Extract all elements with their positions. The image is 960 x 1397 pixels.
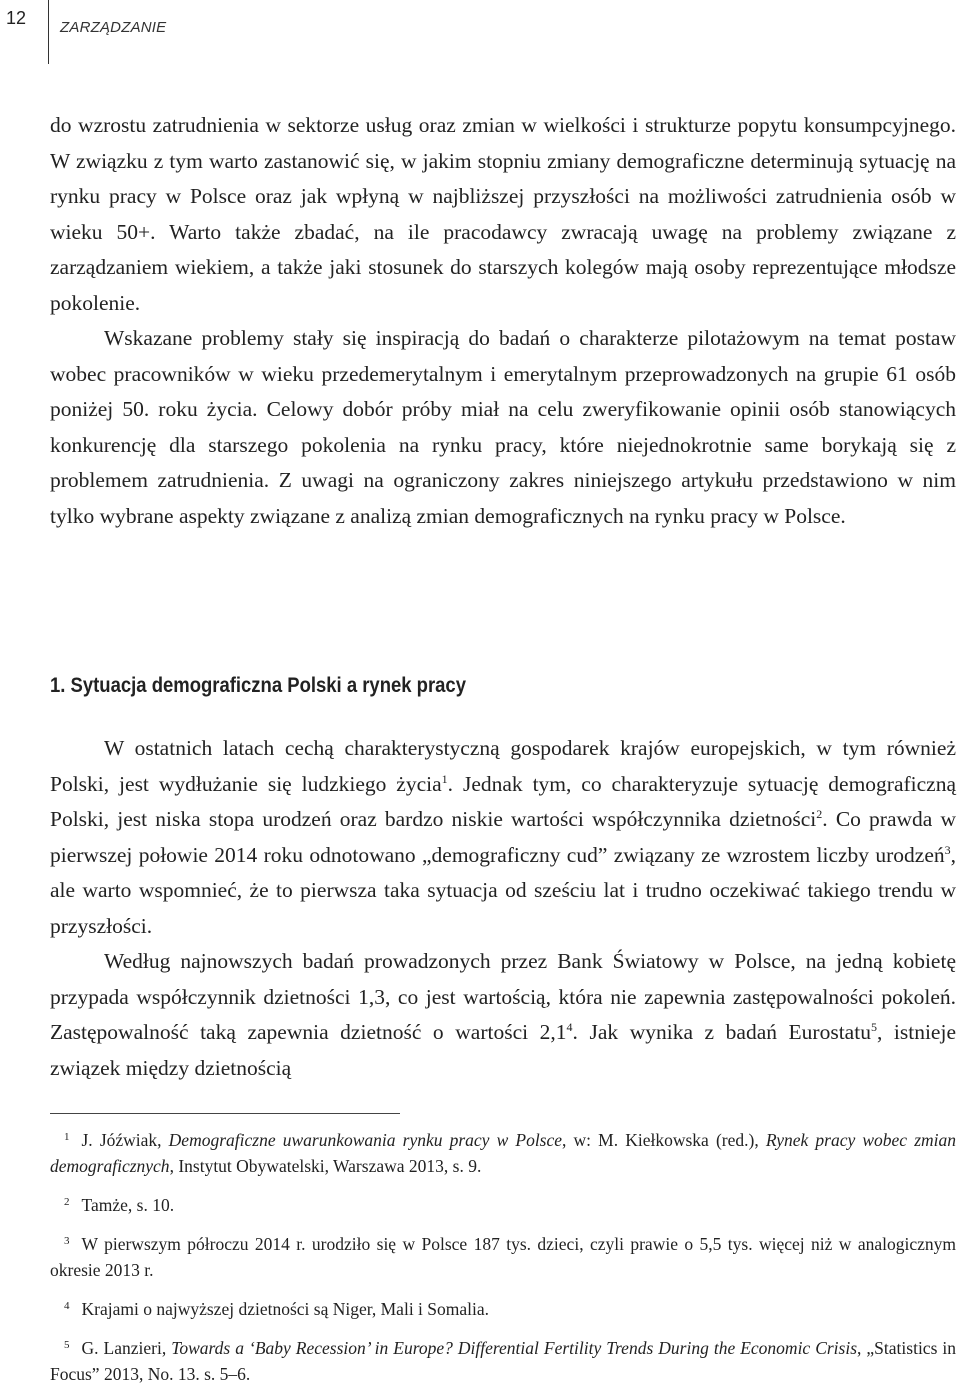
text-run: W ostatnich latach cechą charakterystyczną gospodarek krajów europejskich, w tym również Polski, jest wydłużanie się ludzkiego życia: [50, 736, 956, 796]
footnote-reference: 3: [944, 842, 951, 857]
footnote-text: , w: M. Kiełkowska (red.),: [562, 1130, 766, 1150]
text-run: , ale warto wspomnieć, że to pierwsza taka sytuacja od sześciu lat i trudno oczekiwać takiego trendu w przyszłości.: [50, 842, 956, 938]
footnote-number: 5: [64, 1339, 70, 1351]
footnote-title: Demograficzne uwarunkowania rynku pracy w Polsce: [168, 1130, 563, 1150]
footnote-title: Towards a ‘Baby Recession’ in Europe? Differential Fertility Trends During the Economic Crisis: [171, 1338, 858, 1358]
footnote-1: [50, 1124, 956, 1179]
running-title: ZARZĄDZANIE: [60, 19, 167, 36]
footnote-text: Tamże, s. 10.: [81, 1195, 175, 1215]
footnote-number: 2: [64, 1196, 70, 1208]
section-text-block: [50, 731, 956, 1086]
footnote-text: J. Jóźwiak,: [81, 1130, 169, 1150]
footnote-2: [50, 1189, 956, 1218]
footnote-text: , „Statistics in Focus” 2013, No. 13. s. 5–6.: [50, 1338, 956, 1384]
section-heading: 1. Sytuacja demograficzna Polski a rynek pracy: [50, 674, 466, 697]
paragraph: [50, 731, 956, 944]
footnote-5: [50, 1332, 956, 1387]
paragraph: [50, 944, 956, 1086]
footnote-text: Krajami o najwyższej dzietności są Niger, Mali i Somalia.: [81, 1299, 490, 1319]
footnote-reference: 1: [441, 771, 448, 786]
footnote-text: , Instytut Obywatelski, Warszawa 2013, s. 9.: [169, 1156, 482, 1176]
text-run: . Co prawda w pierwszej połowie 2014 roku odnotowano „demograficzny cud” związany ze wzrostem liczby urodzeń: [50, 807, 956, 867]
footnote-reference: 4: [566, 1020, 573, 1034]
footnote-title: Rynek pracy wobec zmian demograficznych: [50, 1130, 957, 1176]
intro-text-block: [50, 108, 956, 534]
footnote-number: 1: [64, 1131, 70, 1143]
footnote-reference: 5: [870, 1020, 877, 1034]
text-run: . Jak wynika z badań Eurostatu: [572, 1020, 871, 1044]
footnote-3: [50, 1228, 956, 1283]
page-number: 12: [6, 8, 27, 28]
footnote-reference: 2: [816, 807, 823, 821]
footnote-text: G. Lanzieri,: [81, 1338, 172, 1358]
text-run: , istnieje związek między dzietnością: [50, 1020, 956, 1080]
header-divider: [48, 0, 49, 64]
footnote-text: W pierwszym półroczu 2014 r. urodziło się w Polsce 187 tys. dzieci, czyli prawie o 5,5 tys. więcej niż w analogicznym okresie 2013 r.: [50, 1234, 956, 1280]
paragraph: Wskazane problemy stały się inspiracją do badań o charakterze pilotażowym na temat postaw wobec pracowników w wieku przedemerytalnym i emerytalnym przeprowadzonych na grupie 61 osób poniżej 50. roku życia. Celowy dobór próby miał na celu zweryfikowanie opinii osób stanowiących konkurencję dla starszego pokolenia na rynku pracy, które niejednokrotnie same borykają się z problemem zatrudnienia. Z uwagi na ograniczony zakres niniejszego artykułu przedstawiono w nim tylko wybrane aspekty związane z analizą zmian demograficznych na rynku pracy w Polsce.: [50, 326, 956, 528]
footnotes: [50, 1124, 956, 1397]
footnote-divider: [50, 1113, 400, 1114]
footnote-number: 4: [64, 1300, 70, 1312]
footnote-4: [50, 1293, 956, 1322]
paragraph: do wzrostu zatrudnienia w sektorze usług oraz zmian w wielkości i strukturze popytu konsumpcyjnego. W związku z tym warto zastanowić się, w jakim stopniu zmiany demograficzne determinują sytuację na rynku pracy w Polsce oraz jak wpłyną w najbliższej przyszłości na możliwości zatrudnienia osób w wieku 50+. Warto także zbadać, na ile pracodawcy zwracają uwagę na problemy związane z zarządzaniem wiekiem, a także jaki stosunek do starszych kolegów mają osoby reprezentujące młodsze pokolenie.: [50, 113, 956, 315]
text-run: Według najnowszych badań prowadzonych przez Bank Światowy w Polsce, na jedną kobietę przypada współczynnik dzietności 1,3, co jest wartością, która nie zapewnia zastępowalności pokoleń. Zastępowalność taką zapewnia dzietność o wartości 2,1: [50, 949, 956, 1044]
footnote-number: 3: [64, 1235, 70, 1247]
text-run: . Jednak tym, co charakteryzuje sytuację demograficzną Polski, jest niska stopa urodzeń oraz bardzo niskie wartości współczynnika dzietności: [50, 771, 957, 831]
